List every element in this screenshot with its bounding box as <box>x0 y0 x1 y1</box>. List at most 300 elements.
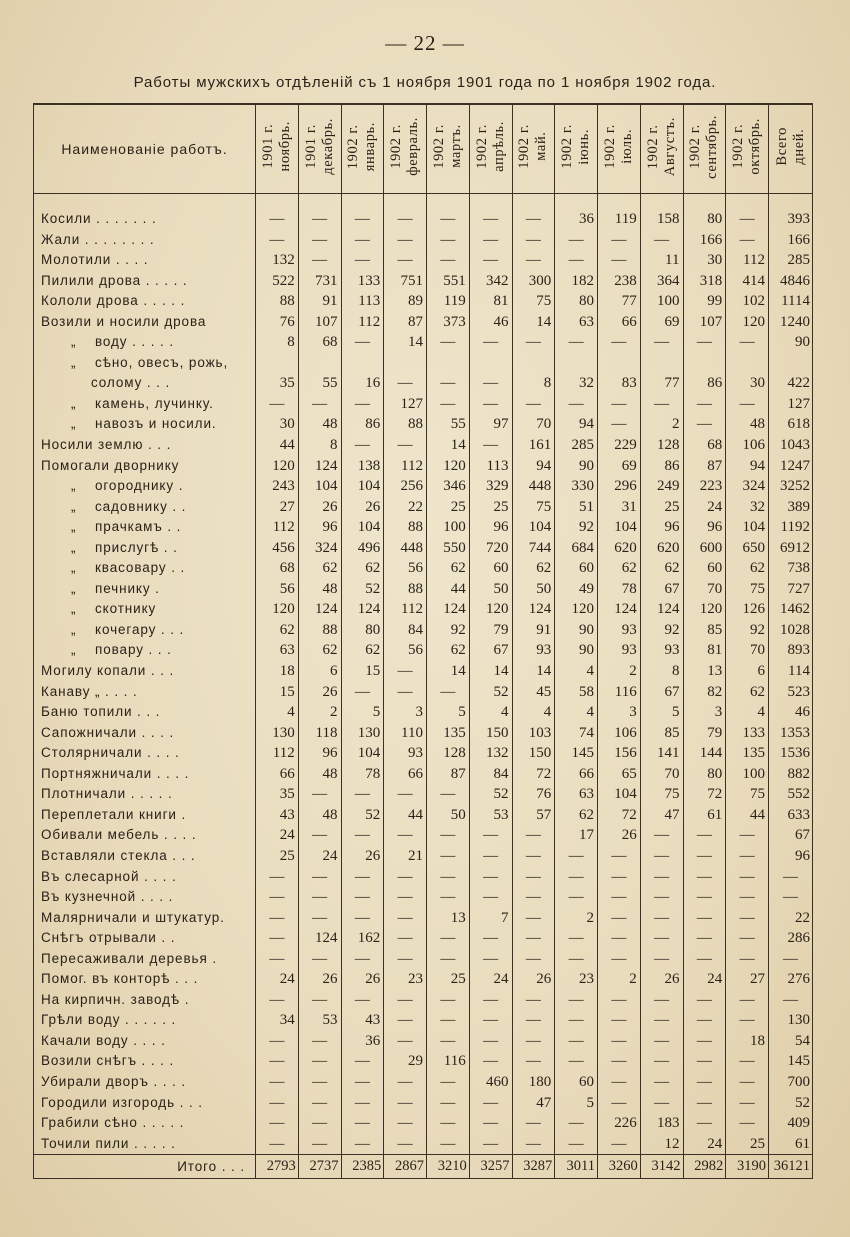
work-name: Точили пили . . . . . <box>41 1135 176 1151</box>
month-value-cell: — <box>683 908 726 929</box>
month-value-cell: — <box>384 682 427 703</box>
work-row <box>34 579 813 600</box>
grand-total-cell: 36121 <box>769 1155 813 1179</box>
month-value-cell: 130 <box>256 723 299 744</box>
month-value-cell: — <box>683 825 726 846</box>
month-value-cell: 31 <box>598 497 641 518</box>
month-value-cell: 35 <box>256 784 299 805</box>
row-total-cell: — <box>769 949 813 970</box>
month-value-cell: — <box>384 250 427 271</box>
month-value-cell: 551 <box>427 271 470 292</box>
work-name-line <box>41 928 255 949</box>
header-year: 1902 г. <box>730 124 747 169</box>
month-value-cell: — <box>555 887 598 908</box>
month-value-cell: — <box>256 928 299 949</box>
month-total-cell: 3011 <box>555 1155 598 1179</box>
month-value-cell: 24 <box>298 846 341 867</box>
spacer-cell <box>384 194 427 210</box>
month-value-cell: — <box>384 908 427 929</box>
month-value-cell: 364 <box>640 271 683 292</box>
month-value-cell: 75 <box>512 291 555 312</box>
month-value-cell: 67 <box>640 579 683 600</box>
month-value-cell: — <box>726 1051 769 1072</box>
month-value-cell: 80 <box>683 764 726 785</box>
month-value-cell: — <box>683 332 726 353</box>
month-value-cell: — <box>598 414 641 435</box>
month-value-cell: 414 <box>726 271 769 292</box>
work-name: кочегару . . . <box>95 621 185 637</box>
work-name: Вставляли стекла . . . <box>41 847 196 863</box>
month-value-cell: — <box>683 990 726 1011</box>
month-value-cell: 51 <box>555 497 598 518</box>
vertical-header-text <box>645 117 679 176</box>
header-year: 1902 г. <box>473 124 490 169</box>
work-name-cell <box>34 312 256 333</box>
month-value-cell: 183 <box>640 1113 683 1134</box>
month-value-cell: — <box>256 908 299 929</box>
work-row <box>34 928 813 949</box>
work-name: Пилили дрова . . . . . <box>41 272 188 288</box>
month-value-cell: 130 <box>341 723 384 744</box>
month-value-cell: 14 <box>427 435 470 456</box>
month-value-cell: — <box>469 1134 512 1155</box>
header-row <box>34 104 813 194</box>
work-name: Плотничали . . . . . <box>41 786 173 802</box>
row-total-cell: 127 <box>769 394 813 415</box>
work-name: Жали . . . . . . . . <box>41 231 155 247</box>
month-value-cell: 85 <box>640 723 683 744</box>
month-value-cell: 2 <box>298 702 341 723</box>
month-value-cell: — <box>726 949 769 970</box>
month-value-cell: — <box>512 846 555 867</box>
spacer-cell <box>469 194 512 210</box>
month-value-cell: — <box>726 230 769 251</box>
month-value-cell: — <box>726 908 769 929</box>
ditto-mark: „ <box>71 642 77 658</box>
work-name-cell <box>34 414 256 435</box>
month-value-cell: 62 <box>341 640 384 661</box>
month-value-cell: 24 <box>256 969 299 990</box>
month-value-cell: 62 <box>555 805 598 826</box>
month-value-cell: — <box>469 230 512 251</box>
ditto-mark: „ <box>71 395 77 411</box>
month-value-cell: 62 <box>341 558 384 579</box>
month-value-cell: 56 <box>384 558 427 579</box>
month-value-cell: — <box>598 949 641 970</box>
month-value-cell: 85 <box>683 620 726 641</box>
month-value-cell: 66 <box>555 764 598 785</box>
ditto-mark: „ <box>71 560 77 576</box>
work-name-cell <box>34 271 256 292</box>
month-value-cell: 43 <box>256 805 299 826</box>
month-value-cell: 285 <box>555 435 598 456</box>
month-value-cell: 48 <box>298 805 341 826</box>
month-value-cell: — <box>726 1113 769 1134</box>
month-value-cell: — <box>341 394 384 415</box>
month-value-cell: — <box>427 250 470 271</box>
work-name-cell <box>34 497 256 518</box>
table-header <box>34 104 813 194</box>
work-row <box>34 682 813 703</box>
month-total-cell: 2793 <box>256 1155 299 1179</box>
month-value-cell: — <box>555 1031 598 1052</box>
work-name-cell <box>34 784 256 805</box>
work-row <box>34 949 813 970</box>
vertical-header-text <box>474 121 508 172</box>
month-value-cell: 110 <box>384 723 427 744</box>
month-value-cell: — <box>256 887 299 908</box>
work-row <box>34 1072 813 1093</box>
work-row <box>34 887 813 908</box>
month-value-cell: — <box>298 1113 341 1134</box>
month-value-cell: 24 <box>683 497 726 518</box>
month-value-cell: — <box>512 825 555 846</box>
work-row <box>34 702 813 723</box>
month-value-cell: 300 <box>512 271 555 292</box>
month-value-cell: 68 <box>298 332 341 353</box>
month-value-cell: 97 <box>469 414 512 435</box>
month-value-cell: 94 <box>512 456 555 477</box>
month-value-cell: 70 <box>512 414 555 435</box>
work-name-line <box>41 497 255 518</box>
ditto-mark: „ <box>71 334 77 350</box>
work-name-cell <box>34 805 256 826</box>
month-value-cell: — <box>683 394 726 415</box>
month-value-cell: 6 <box>298 661 341 682</box>
month-value-cell: — <box>341 332 384 353</box>
month-value-cell: 72 <box>683 784 726 805</box>
work-name-cell <box>34 1031 256 1052</box>
work-name-cell <box>34 661 256 682</box>
work-name-cell <box>34 558 256 579</box>
month-value-cell: 91 <box>512 620 555 641</box>
month-value-cell: — <box>640 928 683 949</box>
month-value-cell: — <box>726 928 769 949</box>
row-total-cell: 4846 <box>769 271 813 292</box>
work-name-line <box>41 353 255 374</box>
work-name: Грабили сѣно . . . . . <box>41 1115 185 1131</box>
row-total-cell: 6912 <box>769 538 813 559</box>
month-value-cell: — <box>598 394 641 415</box>
row-total-cell: 1462 <box>769 599 813 620</box>
month-value-cell: — <box>555 949 598 970</box>
work-name-cell <box>34 599 256 620</box>
month-value-cell: 2 <box>598 969 641 990</box>
month-value-cell: 24 <box>683 1134 726 1155</box>
month-value-cell: — <box>555 928 598 949</box>
work-name-line <box>41 764 255 785</box>
month-value-cell: — <box>512 1134 555 1155</box>
month-value-cell: 25 <box>469 497 512 518</box>
spacer-cell <box>640 194 683 210</box>
month-value-cell: — <box>298 394 341 415</box>
month-value-cell: 14 <box>469 661 512 682</box>
month-value-cell: 18 <box>726 1031 769 1052</box>
month-value-cell: — <box>555 1113 598 1134</box>
month-value-cell: 650 <box>726 538 769 559</box>
work-name-cell <box>34 702 256 723</box>
month-value-cell: — <box>512 867 555 888</box>
work-row <box>34 271 813 292</box>
work-name-line <box>41 949 255 970</box>
month-value-cell: 88 <box>384 414 427 435</box>
work-name-cell <box>34 743 256 764</box>
month-value-cell: 158 <box>640 209 683 230</box>
month-value-cell: 35 <box>256 353 299 394</box>
month-value-cell: — <box>683 1051 726 1072</box>
month-value-cell: — <box>427 784 470 805</box>
row-total-cell: 286 <box>769 928 813 949</box>
month-value-cell: 57 <box>512 805 555 826</box>
month-value-cell: 144 <box>683 743 726 764</box>
header-month: январь. <box>362 121 379 172</box>
month-value-cell: 88 <box>256 291 299 312</box>
month-value-cell: — <box>512 1010 555 1031</box>
month-value-cell: 99 <box>683 291 726 312</box>
month-value-cell: — <box>469 209 512 230</box>
month-value-cell: 113 <box>469 456 512 477</box>
month-value-cell: 330 <box>555 476 598 497</box>
month-value-cell: 44 <box>384 805 427 826</box>
month-value-cell: 62 <box>427 558 470 579</box>
month-value-cell: 36 <box>555 209 598 230</box>
month-value-cell: 14 <box>512 661 555 682</box>
month-value-cell: 26 <box>341 497 384 518</box>
month-value-cell: 133 <box>726 723 769 744</box>
month-value-cell: 5 <box>341 702 384 723</box>
month-value-cell: 49 <box>555 579 598 600</box>
work-row <box>34 846 813 867</box>
month-value-cell: 100 <box>427 517 470 538</box>
month-value-cell: — <box>598 230 641 251</box>
work-name: печнику . <box>95 580 160 596</box>
month-value-cell: 12 <box>640 1134 683 1155</box>
work-name-line <box>41 702 255 723</box>
totals-row <box>34 1155 813 1179</box>
month-value-cell: 106 <box>598 723 641 744</box>
month-value-cell: — <box>384 1134 427 1155</box>
month-value-cell: 61 <box>683 805 726 826</box>
month-value-cell: — <box>341 435 384 456</box>
month-value-cell: — <box>555 230 598 251</box>
month-value-cell: 69 <box>598 456 641 477</box>
work-name: Въ слесарной . . . . <box>41 868 177 884</box>
month-value-cell: 53 <box>298 1010 341 1031</box>
month-value-cell: 318 <box>683 271 726 292</box>
month-value-cell: 96 <box>298 517 341 538</box>
month-value-cell: 132 <box>256 250 299 271</box>
month-value-cell: — <box>726 867 769 888</box>
month-value-cell: 75 <box>726 579 769 600</box>
work-row <box>34 538 813 559</box>
month-value-cell: — <box>427 394 470 415</box>
month-value-cell: 83 <box>598 353 641 394</box>
month-value-cell: — <box>512 1051 555 1072</box>
month-value-cell: — <box>341 1051 384 1072</box>
month-value-cell: 2 <box>640 414 683 435</box>
month-value-cell: — <box>469 846 512 867</box>
row-total-cell: 1240 <box>769 312 813 333</box>
month-value-cell: 135 <box>726 743 769 764</box>
month-value-cell: 47 <box>512 1093 555 1114</box>
month-value-cell: 342 <box>469 271 512 292</box>
work-row <box>34 784 813 805</box>
work-name: Молотили . . . . <box>41 252 149 268</box>
month-total-cell: 2982 <box>683 1155 726 1179</box>
month-value-cell: 102 <box>726 291 769 312</box>
month-value-cell: 68 <box>683 435 726 456</box>
row-total-cell: 700 <box>769 1072 813 1093</box>
work-name-cell <box>34 332 256 353</box>
work-row <box>34 764 813 785</box>
month-value-cell: — <box>256 867 299 888</box>
work-name-line <box>41 805 255 826</box>
month-value-cell: 93 <box>598 620 641 641</box>
work-row <box>34 312 813 333</box>
month-value-cell: 30 <box>683 250 726 271</box>
month-value-cell: 48 <box>726 414 769 435</box>
month-value-cell: 86 <box>640 456 683 477</box>
month-value-cell: 100 <box>640 291 683 312</box>
month-value-cell: — <box>384 353 427 394</box>
month-value-cell: 65 <box>598 764 641 785</box>
month-value-cell: 86 <box>683 353 726 394</box>
month-value-cell: 96 <box>298 743 341 764</box>
month-value-cell: 92 <box>640 620 683 641</box>
month-value-cell: — <box>683 1031 726 1052</box>
spacer-cell <box>555 194 598 210</box>
month-value-cell: 62 <box>598 558 641 579</box>
month-column-header <box>640 104 683 194</box>
month-value-cell: — <box>256 394 299 415</box>
month-value-cell: 84 <box>469 764 512 785</box>
month-value-cell: — <box>341 682 384 703</box>
month-value-cell: — <box>298 867 341 888</box>
work-row <box>34 332 813 353</box>
work-row <box>34 435 813 456</box>
month-value-cell: 81 <box>469 291 512 312</box>
work-name-cell <box>34 1134 256 1155</box>
month-value-cell: — <box>427 949 470 970</box>
month-value-cell: 182 <box>555 271 598 292</box>
work-row <box>34 990 813 1011</box>
work-name-line <box>41 640 255 661</box>
row-total-cell: — <box>769 990 813 1011</box>
work-name-line <box>41 990 255 1011</box>
month-value-cell: 4 <box>469 702 512 723</box>
vertical-header-text <box>345 122 379 171</box>
work-name-cell <box>34 476 256 497</box>
month-value-cell: — <box>683 867 726 888</box>
row-total-cell: 1536 <box>769 743 813 764</box>
work-name-line <box>41 1072 255 1093</box>
row-total-cell: 523 <box>769 682 813 703</box>
month-value-cell: 249 <box>640 476 683 497</box>
month-value-cell: 47 <box>640 805 683 826</box>
month-value-cell: 223 <box>683 476 726 497</box>
month-value-cell: 15 <box>256 682 299 703</box>
ditto-mark: „ <box>71 539 77 555</box>
work-name: повару . . . <box>95 642 172 658</box>
month-value-cell: — <box>427 1072 470 1093</box>
month-value-cell: 93 <box>598 640 641 661</box>
work-name-line <box>41 599 255 620</box>
month-value-cell: 78 <box>341 764 384 785</box>
work-row <box>34 640 813 661</box>
month-value-cell: — <box>469 1113 512 1134</box>
month-value-cell: — <box>427 353 470 394</box>
table-title: Работы мужскихъ отдѣленій съ 1 ноября 1901 года по 1 ноября 1902 года. <box>133 74 717 91</box>
work-row <box>34 1113 813 1134</box>
month-value-cell: 44 <box>256 435 299 456</box>
row-total-cell: 1043 <box>769 435 813 456</box>
month-value-cell: — <box>384 435 427 456</box>
month-value-cell: — <box>512 908 555 929</box>
month-value-cell: — <box>384 928 427 949</box>
work-name: Помог. въ конторѣ . . . <box>41 971 199 987</box>
work-table <box>33 103 813 1179</box>
month-column-header <box>341 104 384 194</box>
month-value-cell: 43 <box>341 1010 384 1031</box>
month-value-cell: 70 <box>683 579 726 600</box>
row-total-cell: 52 <box>769 1093 813 1114</box>
row-total-cell: — <box>769 887 813 908</box>
month-value-cell: — <box>555 990 598 1011</box>
month-value-cell: 3 <box>683 702 726 723</box>
month-value-cell: 133 <box>341 271 384 292</box>
month-value-cell: 78 <box>598 579 641 600</box>
work-row <box>34 1051 813 1072</box>
work-row <box>34 291 813 312</box>
work-name: Качали воду . . . . <box>41 1032 166 1048</box>
month-value-cell: 100 <box>726 764 769 785</box>
month-value-cell: 70 <box>726 640 769 661</box>
ditto-mark: „ <box>71 354 77 370</box>
month-value-cell: 29 <box>384 1051 427 1072</box>
month-value-cell: 7 <box>469 908 512 929</box>
work-name-cell <box>34 1093 256 1114</box>
month-value-cell: — <box>683 1010 726 1031</box>
month-value-cell: — <box>427 825 470 846</box>
spacer-cell <box>683 194 726 210</box>
ditto-mark: „ <box>71 580 77 596</box>
month-value-cell: 119 <box>427 291 470 312</box>
month-value-cell: 106 <box>726 435 769 456</box>
month-value-cell: 94 <box>555 414 598 435</box>
month-value-cell: — <box>555 1134 598 1155</box>
month-value-cell: — <box>640 908 683 929</box>
month-value-cell: 522 <box>256 271 299 292</box>
month-value-cell: 26 <box>298 682 341 703</box>
work-name: Грѣли воду . . . . . . <box>41 1012 177 1028</box>
month-value-cell: 93 <box>640 640 683 661</box>
month-value-cell: 132 <box>469 743 512 764</box>
month-value-cell: 21 <box>384 846 427 867</box>
work-row <box>34 209 813 230</box>
month-value-cell: 324 <box>298 538 341 559</box>
work-name-line <box>41 661 255 682</box>
work-row <box>34 825 813 846</box>
month-value-cell: 91 <box>298 291 341 312</box>
month-value-cell: 90 <box>555 456 598 477</box>
work-row <box>34 1010 813 1031</box>
month-value-cell: — <box>726 887 769 908</box>
month-value-cell: — <box>598 887 641 908</box>
month-value-cell: 460 <box>469 1072 512 1093</box>
work-name-line <box>41 291 255 312</box>
work-name-cell <box>34 1010 256 1031</box>
month-value-cell: 4 <box>555 702 598 723</box>
